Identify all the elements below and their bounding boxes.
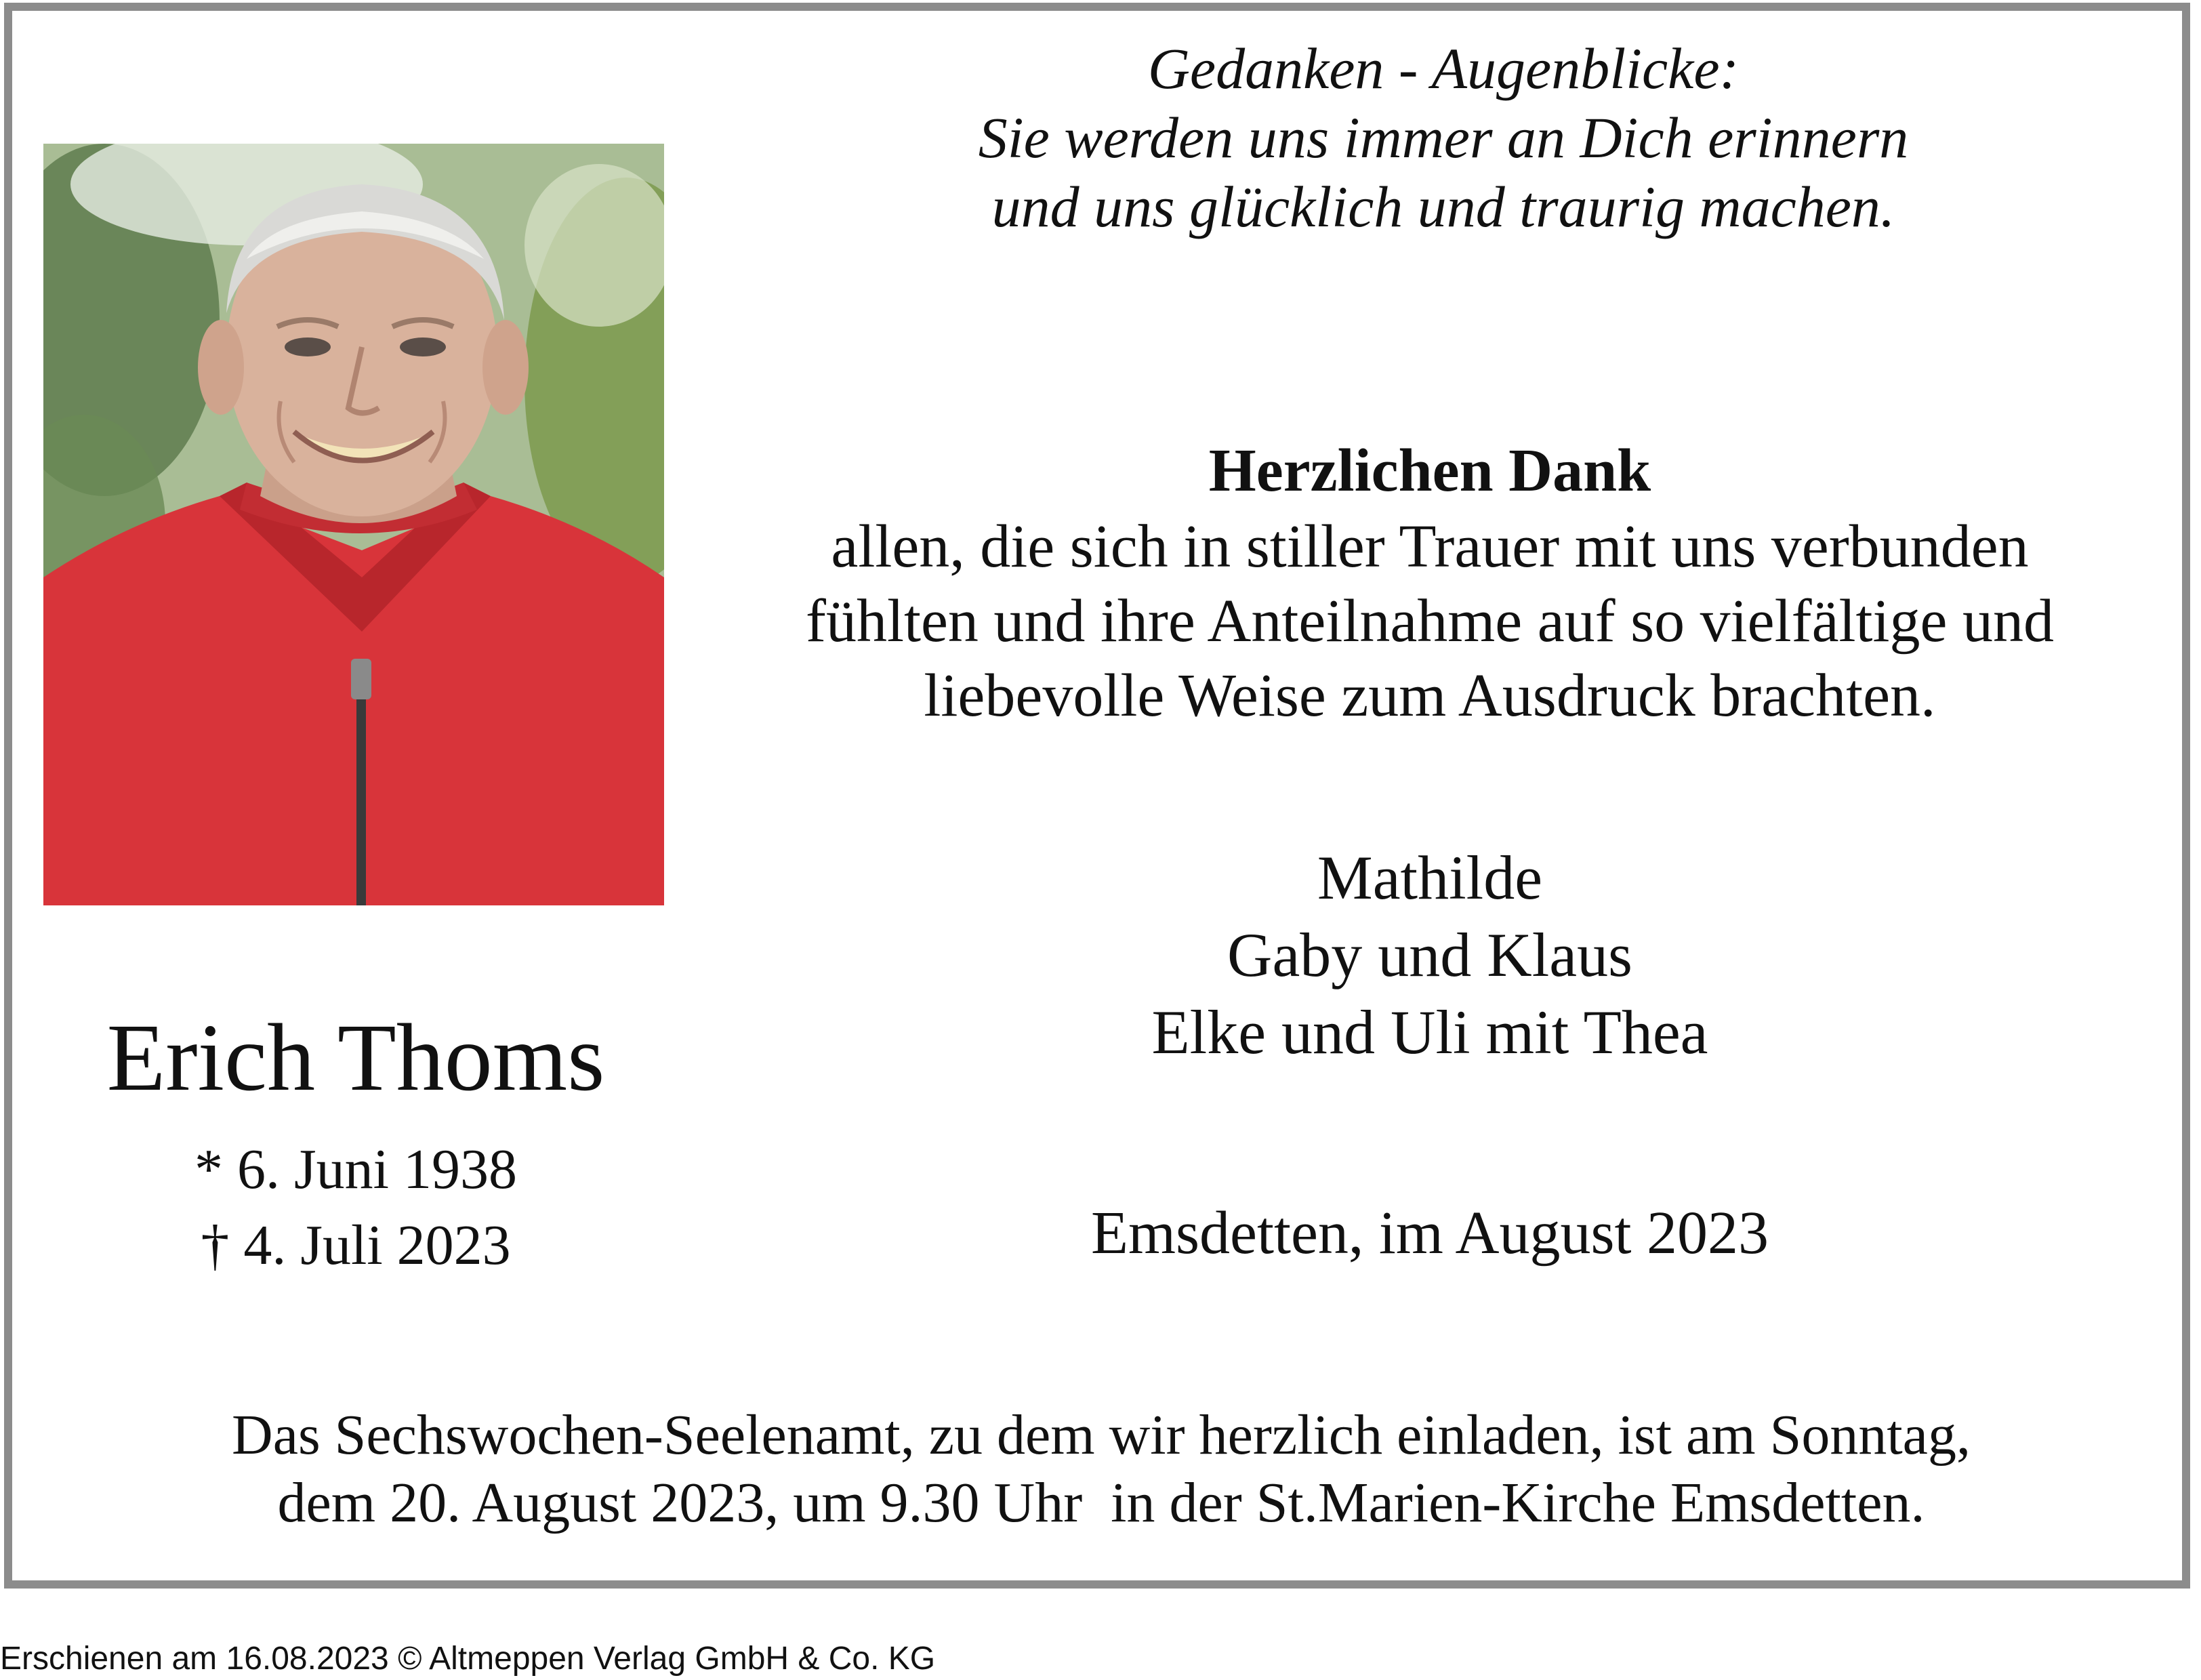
publication-footer: Erschienen am 16.08.2023 © Altmeppen Verlag GmbH & Co. KG [0, 1641, 936, 1677]
thanks-text [705, 510, 2155, 733]
quote-line: und uns glücklich und traurig machen. [991, 174, 1895, 239]
service-line: dem 20. August 2023, um 9.30 Uhr in der St.Marien-Kirche Emsdetten. [277, 1471, 1925, 1534]
family-names [718, 839, 2141, 1071]
service-announcement [27, 1401, 2175, 1537]
thanks-line: fühlten und ihre Anteilnahme auf so vielfältige und [805, 588, 2054, 655]
life-dates [41, 1132, 671, 1284]
death-date: † 4. Juli 2023 [201, 1214, 511, 1277]
family-line: Mathilde [1317, 843, 1543, 912]
thanks-line: allen, die sich in stiller Trauer mit uns verbunden [831, 513, 2029, 580]
quote-line: Sie werden uns immer an Dich erinnern [978, 105, 1909, 170]
memorial-quote [732, 34, 2155, 241]
deceased-name: Erich Thoms [106, 1004, 605, 1111]
place-and-date: Emsdetten, im August 2023 [1091, 1200, 1769, 1267]
thanks-line: liebevolle Weise zum Ausdruck brachten. [924, 662, 1936, 729]
family-line: Gaby und Klaus [1227, 920, 1632, 989]
portrait-photo [43, 144, 664, 905]
quote-line: Gedanken - Augenblicke: [1147, 36, 1740, 101]
family-line: Elke und Uli mit Thea [1151, 998, 1708, 1067]
thanks-title: Herzlichen Dank [1208, 437, 1651, 504]
service-line: Das Sechswochen-Seelenamt, zu dem wir herzlich einladen, ist am Sonntag, [232, 1404, 1971, 1467]
birth-date: * 6. Juni 1938 [194, 1138, 518, 1201]
